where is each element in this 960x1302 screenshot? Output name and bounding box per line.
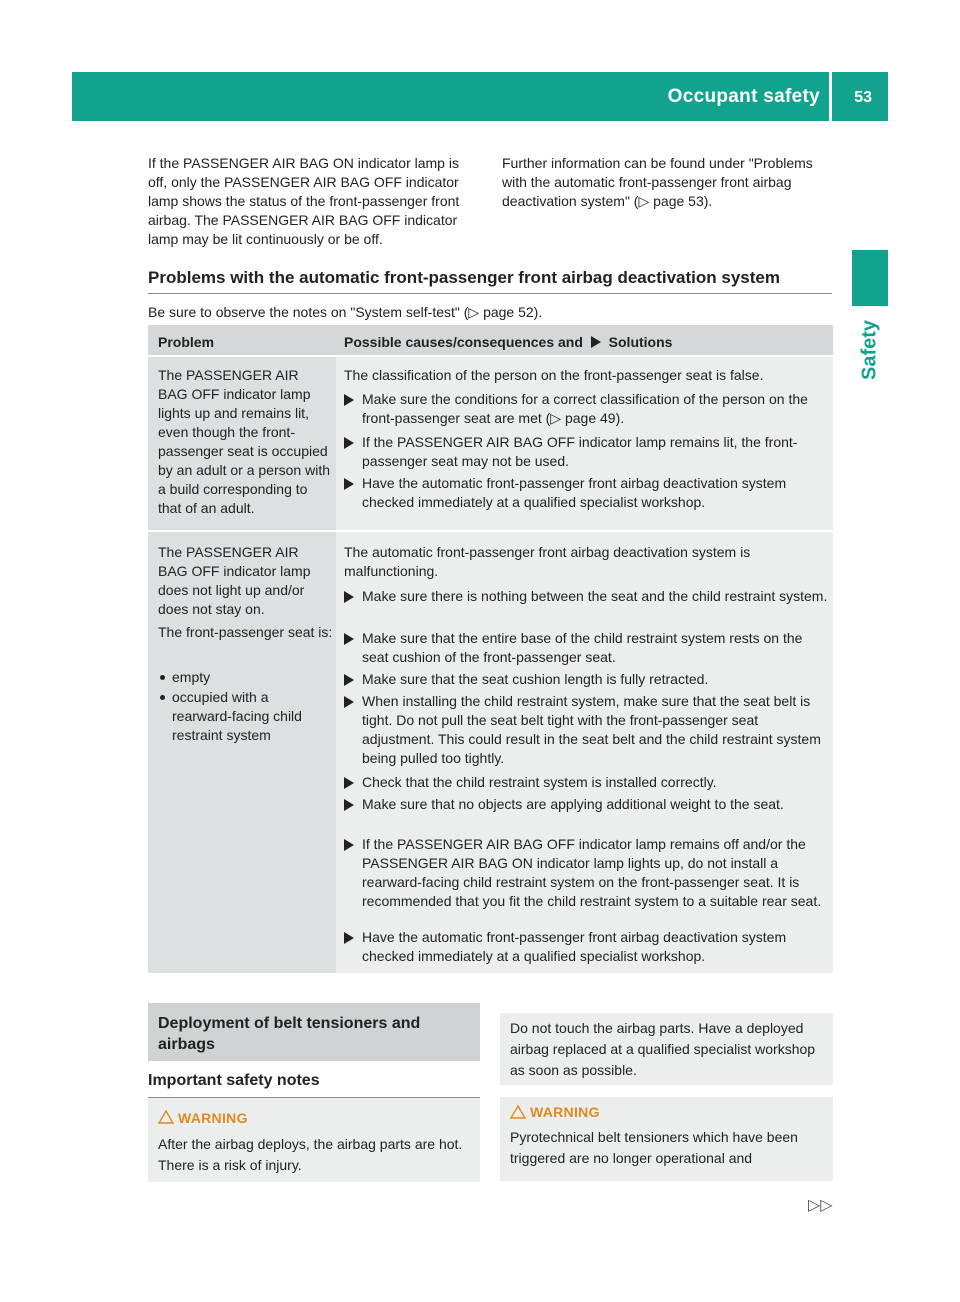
arrow-icon <box>591 336 601 348</box>
list-item: If the PASSENGER AIR BAG OFF indicator lamp remains lit, the front-passenger seat may not be used. <box>344 433 828 471</box>
arrow-icon <box>344 394 354 406</box>
warning-box-2 <box>500 1097 833 1181</box>
row2-problem: The PASSENGER AIR BAG OFF indicator lamp does not light up and/or does not stay on. <box>158 544 311 617</box>
list-item: Make sure there is nothing between the seat and the child restraint system. <box>344 587 828 606</box>
list-item: occupied with a rearward-facing child restraint system <box>158 688 330 745</box>
deployment-title: Deployment of belt tensioners and airbags <box>158 1015 421 1053</box>
arrow-icon <box>344 591 354 603</box>
list-item: Check that the child restraint system is installed correctly. <box>344 773 828 792</box>
row-separator <box>148 355 833 357</box>
side-tab-label <box>856 310 884 390</box>
col-header-causes-text: Possible causes/consequences and <box>344 334 583 350</box>
arrow-icon <box>344 478 354 490</box>
arrow-icon <box>344 932 354 944</box>
side-tab-text: Safety <box>858 319 881 381</box>
arrow-icon <box>344 839 354 851</box>
col-header-solutions-text: Solutions <box>608 334 673 350</box>
row1-problem: The PASSENGER AIR BAG OFF indicator lamp lights up and remains lit, even though the front-passenger seat is occupied by an adult or a person with a build corresponding to that of an adult. <box>158 367 330 516</box>
list-item: Have the automatic front-passenger front airbag deactivation system checked immediately at a qualified specialist workshop. <box>344 474 828 512</box>
section-note: Be sure to observe the notes on "System self-test" (▷ page 52). <box>148 304 543 320</box>
row2-cause: The automatic front-passenger front airbag deactivation system is malfunctioning. <box>344 544 751 579</box>
col-header-causes <box>344 334 672 350</box>
list-item: empty <box>158 668 330 687</box>
row-separator <box>148 530 833 532</box>
arrow-icon <box>344 799 354 811</box>
list-item: Have the automatic front-passenger front airbag deactivation system checked immediately at a qualified specialist workshop. <box>344 928 828 966</box>
intro-left-paragraph: If the PASSENGER AIR BAG ON indicator lamp is off, only the PASSENGER AIR BAG OFF indicator lamp shows the status of the front-passenger front airbag. The PASSENGER AIR BAG OFF indicator lamp may be lit continuously or be off. <box>148 155 460 247</box>
arrow-icon <box>344 777 354 789</box>
row1-cause: The classification of the person on the front-passenger seat is false. <box>344 367 764 383</box>
list-item: Make sure that the seat cushion length is fully retracted. <box>344 670 828 689</box>
intro-right-paragraph: Further information can be found under "Problems with the automatic front-passenger front airbag deactivation system" (▷ page 53). <box>502 155 813 209</box>
warning-icon <box>510 1105 526 1119</box>
list-item: Make sure the conditions for a correct classification of the person on the front-passenger seat are met (▷ page 49). <box>344 390 828 428</box>
list-item: Make sure that no objects are applying additional weight to the seat. <box>344 795 828 814</box>
safety-notes-heading: Important safety notes <box>148 1072 320 1089</box>
warning-box-1 <box>148 1098 480 1182</box>
warning-label: WARNING <box>530 1104 600 1120</box>
header-divider <box>829 72 832 121</box>
arrow-icon <box>344 633 354 645</box>
heading-rule <box>148 293 832 294</box>
warning-icon <box>158 1110 174 1124</box>
chapter-title: Occupant safety <box>667 86 820 107</box>
section-heading: Problems with the automatic front-passenger front airbag deactivation system <box>148 268 780 287</box>
list-item: If the PASSENGER AIR BAG OFF indicator lamp remains off and/or the PASSENGER AIR BAG ON indicator lamp lights up, do not install a rearward-facing child restraint system on the front-passenger seat. It is recommended that you fit the child restraint system to a suitable rear seat. <box>344 835 828 911</box>
continue-arrows-icon: ▷▷ <box>808 1197 833 1214</box>
warning-continuation-box <box>500 1013 833 1085</box>
arrow-icon <box>344 696 354 708</box>
arrow-icon <box>344 674 354 686</box>
list-item: Make sure that the entire base of the child restraint system rests on the seat cushion of the front-passenger seat. <box>344 629 828 667</box>
deployment-title-box <box>148 1003 480 1061</box>
col-header-problem: Problem <box>158 334 215 350</box>
problems-table <box>148 325 833 973</box>
side-tab-marker <box>852 250 888 306</box>
row2-problem-detail: The front-passenger seat is: <box>158 624 333 640</box>
warning-continuation-text: Do not touch the airbag parts. Have a deployed airbag replaced at a qualified specialist workshop as soon as possible. <box>510 1020 816 1078</box>
arrow-icon <box>344 437 354 449</box>
bullet-icon <box>160 675 165 680</box>
bullet-icon <box>160 695 165 700</box>
page-number: 53 <box>854 89 872 106</box>
warning-text: After the airbag deploys, the airbag parts are hot. There is a risk of injury. <box>158 1136 463 1173</box>
list-item: When installing the child restraint system, make sure that the seat belt is tight. Do not pull the seat belt tight with the front-passenger seat adjustment. This could result in the seat belt and the child restraint system being pulled too tightly. <box>344 692 828 768</box>
header-bar <box>72 72 888 121</box>
warning-label: WARNING <box>178 1110 248 1126</box>
warning-text: Pyrotechnical belt tensioners which have been triggered are no longer operational and <box>510 1129 798 1166</box>
